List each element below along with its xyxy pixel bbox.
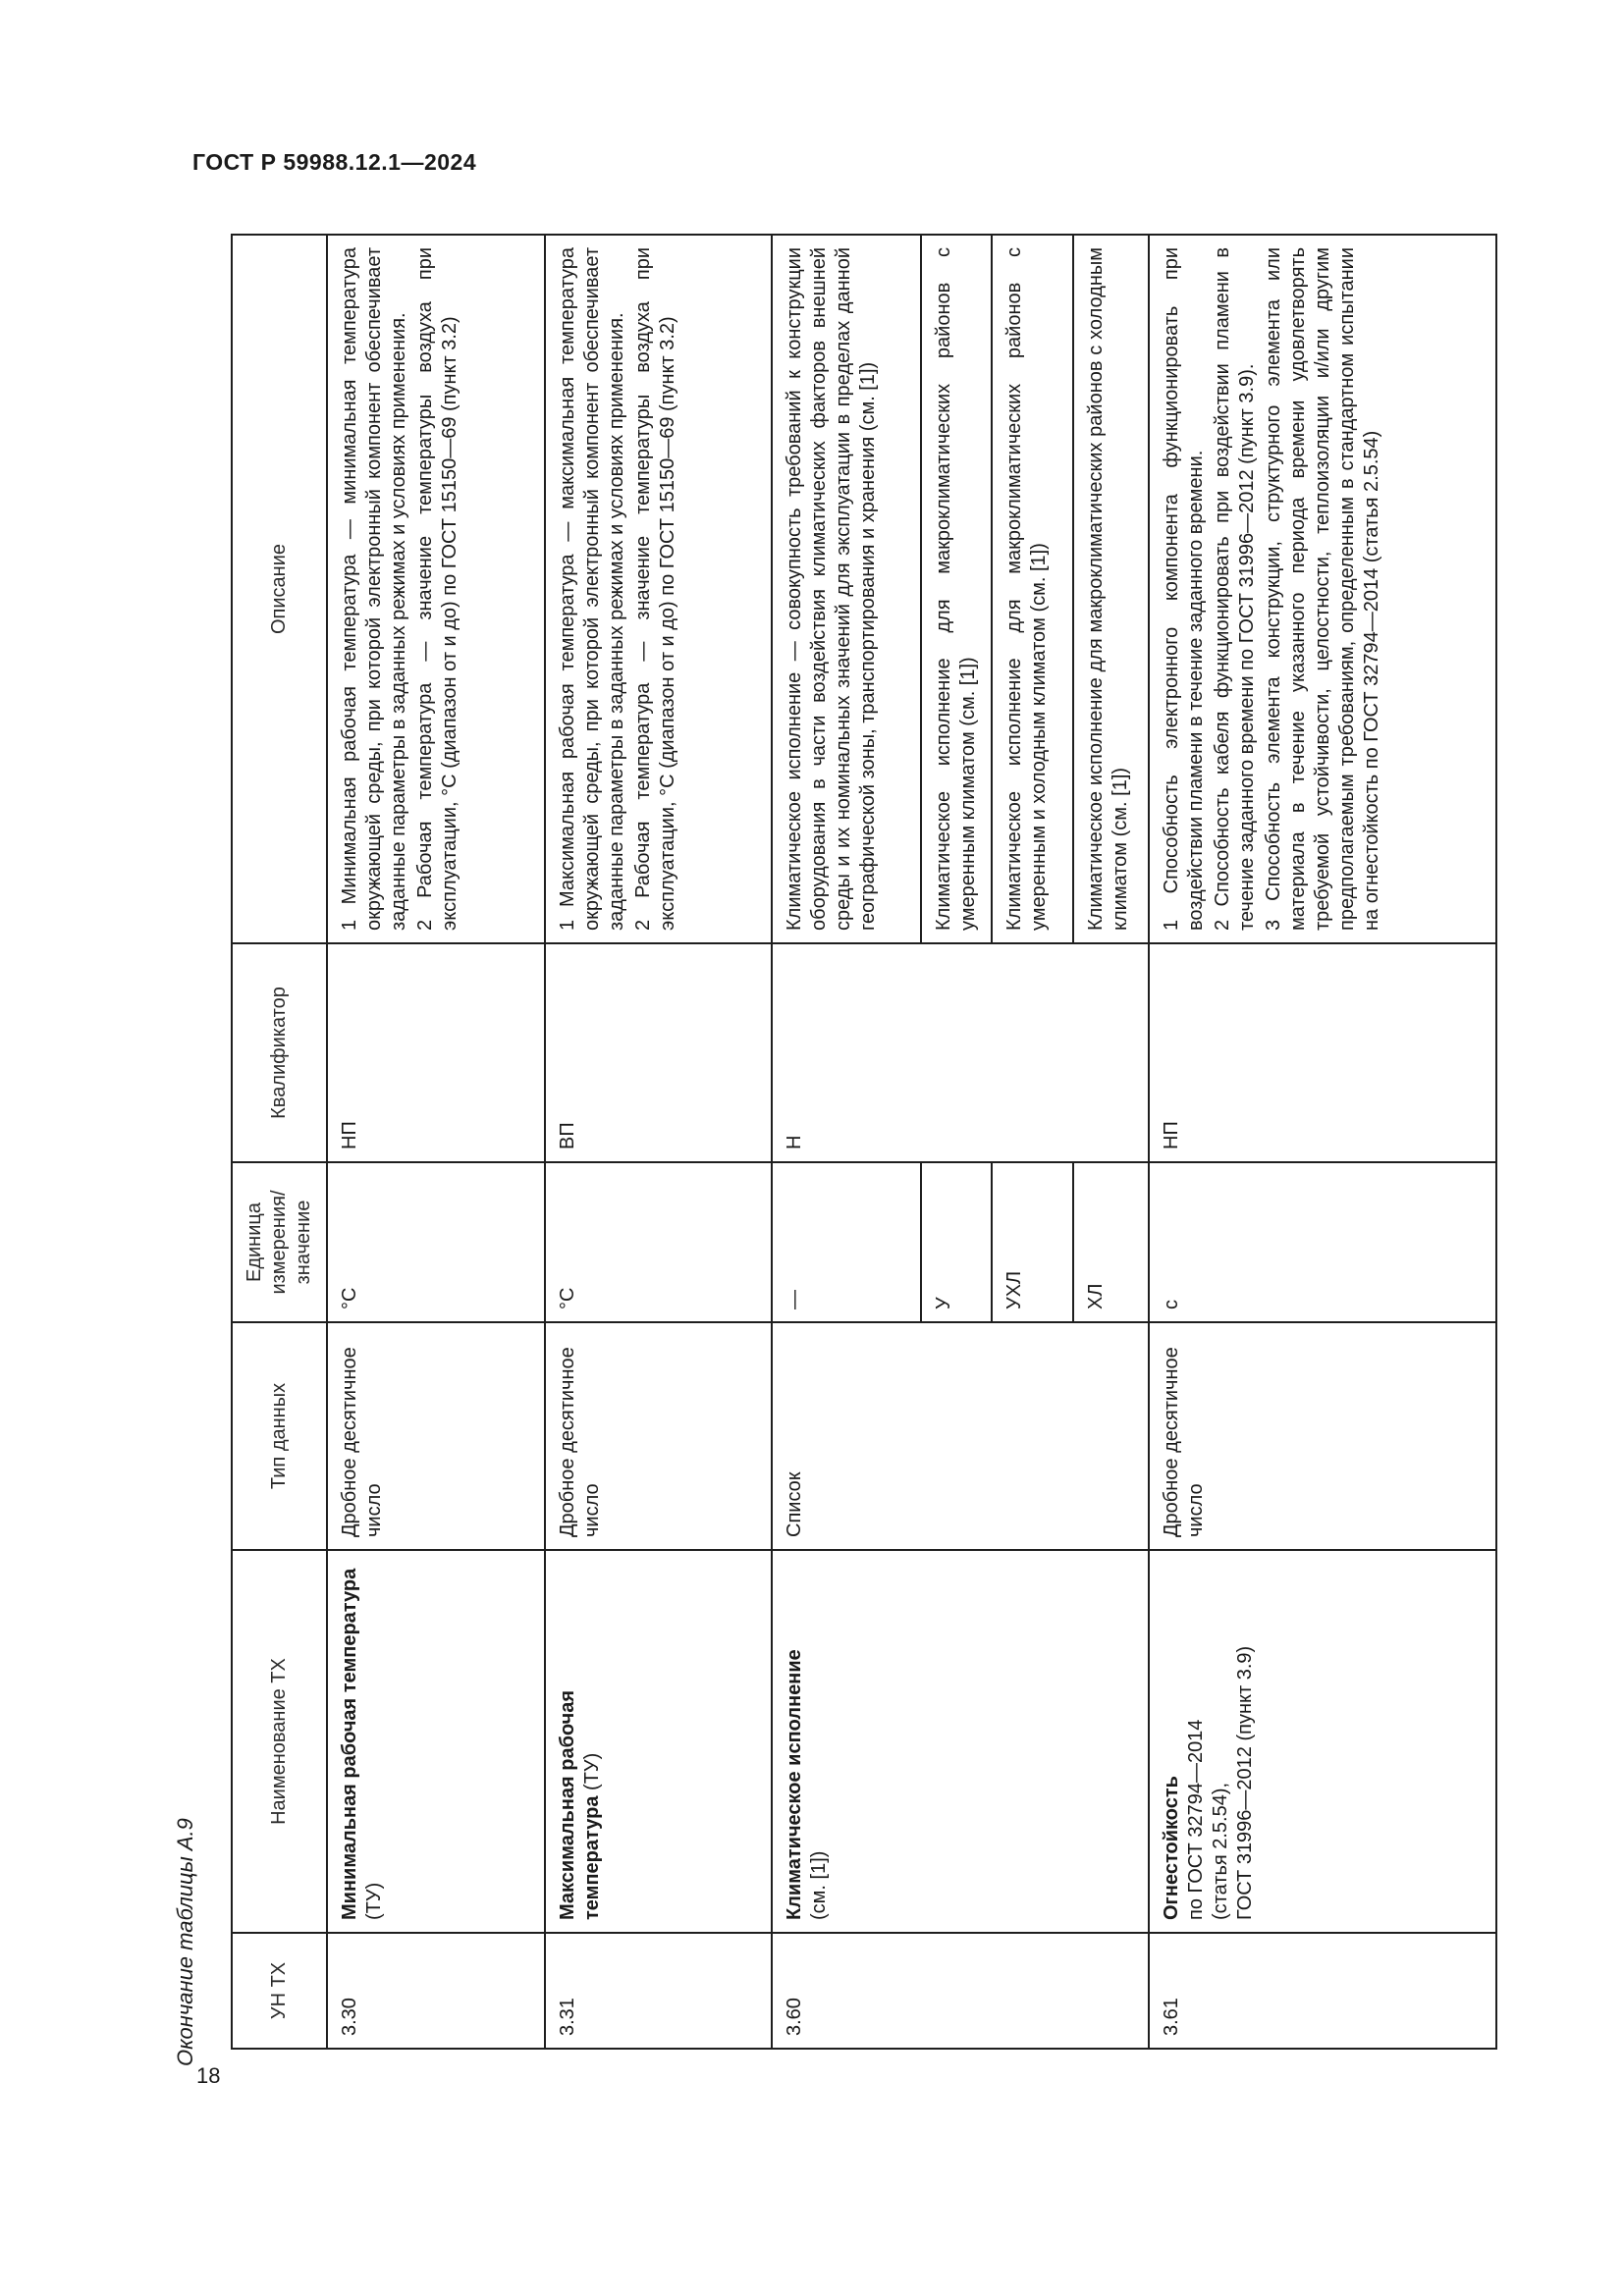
table-row [545,235,772,2049]
name-bold: Климатическое исполнение [783,1649,805,1920]
table-caption: Окончание таблицы А.9 [173,1818,197,2066]
cell-name [772,1550,1149,1933]
name-bold: Максимальная рабочая температура [557,1689,604,1920]
page-number: 18 [196,2063,221,2088]
header-name: Наименование ТХ [232,1550,327,1933]
desc-p1: 1 Максимальная рабочая температура — максимальная температура окружающей среды, при которой электронный компонент обеспечивает заданные параметры в заданных режимах и условиях применения. [557,247,628,931]
desc-p1: 1 Способность электронного компонента функционировать при воздействии пламени в течение заданного времени. [1161,247,1208,931]
cell-unit: УХЛ [992,1162,1073,1322]
name-line-3: ГОСТ 31996—2012 (пункт 3.9) [1234,1645,1257,1920]
cell-name [327,1550,545,1933]
characteristics-table [231,234,1497,2050]
cell-name [1149,1550,1496,1933]
header-id: УН ТХ [232,1933,327,2049]
desc-p2: 2 Рабочая температура — значение температуры воздуха при эксплуатации, °C (диапазон от и до) по ГОСТ 15150—69 (пункт 3.2) [632,247,679,931]
name-suffix: (ТУ) [363,1882,385,1920]
table-header-row [232,235,327,2049]
header-unit: Единица измерения/ значение [232,1162,327,1322]
table-row [772,235,921,2049]
name-suffix: (ТУ) [581,1752,604,1796]
cell-qualifier: ВП [545,943,772,1162]
desc-p3: 3 Способность элемента конструкции, структурного элемента или материала в течение указанного периода времени удовлетворять требуемой устойчивости, целостности, теплоизоляции и/или другим предполагаемым требованиям, определенным в стандартном испытании на огнестойкость по ГОСТ 32794—2014 (статья 2.5.54) [1263,247,1383,931]
cell-unit: — [772,1162,921,1322]
document-code: ГОСТ Р 59988.12.1—2024 [192,149,477,175]
cell-unit: У [921,1162,993,1322]
cell-id: 3.61 [1149,1933,1496,2049]
table-row [327,235,545,2049]
cell-type: Дробное десятичное число [1149,1322,1496,1550]
cell-name [545,1550,772,1933]
desc-p2: 2 Способность кабеля функционировать при воздействии пламени в течение заданного времени по ГОСТ 31996—2012 (пункт 3.9). [1212,247,1259,931]
desc-p1: 1 Минимальная рабочая температура — минимальная температура окружающей среды, при которой электронный компонент обеспечивает заданные параметры в заданных режимах и условиях применения. [339,247,409,931]
name-line-2: (статья 2.5.54), [1210,1782,1232,1920]
cell-description: Климатическое исполнение для макроклиматических районов с умеренным климатом (см. [1]) [921,235,993,943]
table-row [1149,235,1496,2049]
cell-type: Список [772,1322,1149,1550]
cell-unit: °C [327,1162,545,1322]
cell-description: Климатическое исполнение — совокупность требований к конструкции оборудования в части воздействия климатических факторов внешней среды и их номинальных значений для эксплуатации в пределах данной географической зоны, транспортирования и хранения (см. [1]) [772,235,921,943]
name-line-1: по ГОСТ 32794—2014 [1185,1719,1208,1920]
desc-p2: 2 Рабочая температура — значение температуры воздуха при эксплуатации, °C (диапазон от и до) по ГОСТ 15150—69 (пункт 3.2) [414,247,460,931]
name-bold: Огнестойкость [1161,1776,1183,1920]
cell-description: Климатическое исполнение для макроклиматических районов с умеренным и холодным климатом (см. [1]) [992,235,1073,943]
cell-qualifier: НП [1149,943,1496,1162]
cell-unit: с [1149,1162,1496,1322]
header-type: Тип данных [232,1322,327,1550]
cell-description: Климатическое исполнение для макроклиматических районов с холодным климатом (см. [1]) [1073,235,1149,943]
rotated-table-wrapper [231,236,1497,2050]
cell-id: 3.30 [327,1933,545,2049]
cell-type: Дробное десятичное число [545,1322,772,1550]
cell-id: 3.60 [772,1933,1149,2049]
cell-unit: ХЛ [1073,1162,1149,1322]
cell-description [1149,235,1496,943]
name-suffix: (см. [1]) [807,1850,830,1920]
cell-description [327,235,545,943]
cell-qualifier: НП [327,943,545,1162]
cell-description [545,235,772,943]
header-description: Описание [232,235,327,943]
header-qualifier: Квалификатор [232,943,327,1162]
cell-qualifier: Н [772,943,1149,1162]
cell-unit: °C [545,1162,772,1322]
cell-type: Дробное десятичное число [327,1322,545,1550]
name-bold: Минимальная рабочая температура [339,1568,360,1920]
cell-id: 3.31 [545,1933,772,2049]
